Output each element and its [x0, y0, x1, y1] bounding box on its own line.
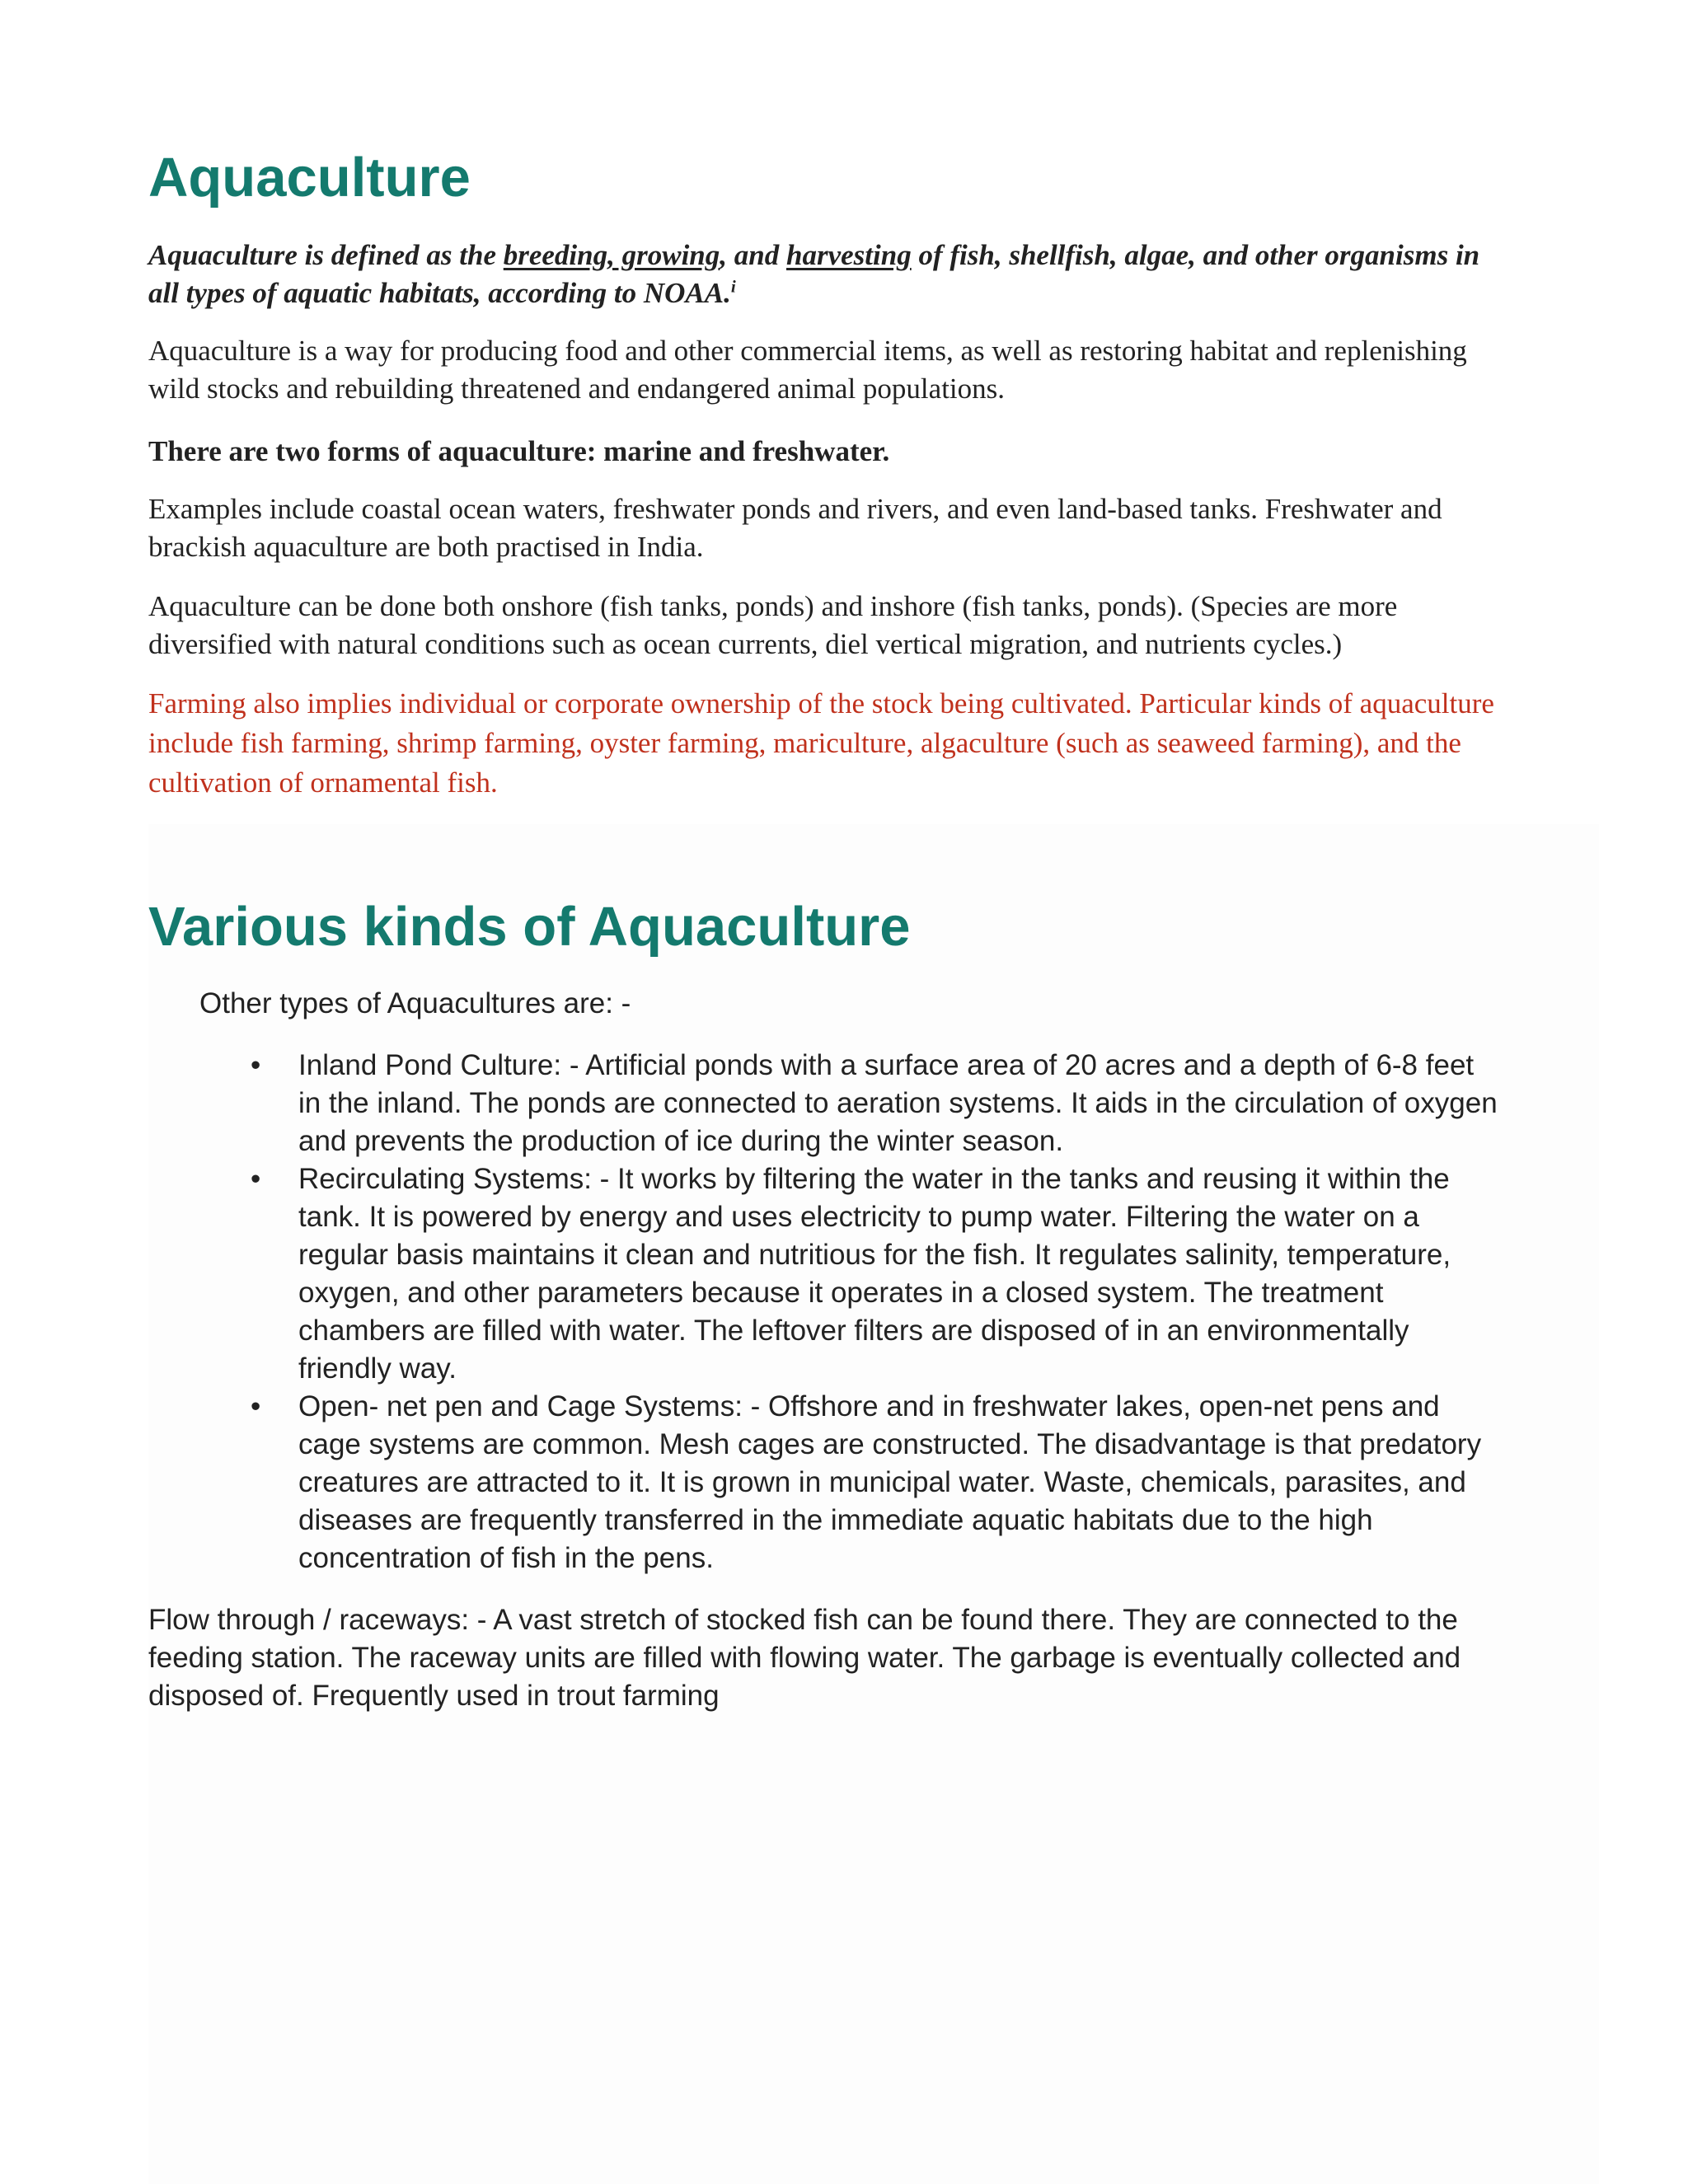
- paragraph-two-forms: There are two forms of aquaculture: marine and freshwater.: [148, 435, 890, 467]
- definition-text-2: , and: [720, 239, 786, 271]
- list-item: [148, 1388, 1502, 1577]
- definition-paragraph: [148, 237, 1500, 312]
- list-item: [148, 1160, 1502, 1388]
- paragraph-flow-through: Flow through / raceways: - A vast stretch of stocked fish can be found there. They are connected to the feeding station. The raceway units are filled with flowing water. The garbage is eventually collected and disposed of. Frequently used in trout farming: [148, 1604, 1461, 1712]
- bullet-icon: •: [251, 1049, 261, 1081]
- page-title: Aquaculture: [148, 147, 471, 209]
- footnote-marker[interactable]: i: [730, 276, 736, 297]
- highlighted-paragraph: Farming also implies individual or corporate ownership of the stock being cultivated. Particular kinds of aquaculture include fish farming, shrimp farming, oyster farming, mariculture, algaculture (such as seaweed farming), and the cultivation of ornamental fish.: [148, 687, 1494, 799]
- section-title: Various kinds of Aquaculture: [148, 896, 911, 958]
- list-item-text: Recirculating Systems: - It works by filtering the water in the tanks and reusing it within the tank. It is powered by energy and uses electricity to pump water. Filtering the water on a regular basis maintains it clean and nutritious for the fish. It regulates salinity, temperature, oxygen, and other parameters because it operates in a closed system. The treatment chambers are filled with water. The leftover filters are disposed of in an environmentally friendly way.: [298, 1163, 1451, 1385]
- paragraph-examples: Examples include coastal ocean waters, freshwater ponds and rivers, and even land-based tanks. Freshwater and brackish aquaculture are both practised in India.: [148, 493, 1442, 563]
- aquaculture-types-list: [148, 1047, 1500, 1577]
- list-item: [148, 1047, 1502, 1160]
- bullet-icon: •: [251, 1390, 261, 1422]
- definition-text-1: Aquaculture is defined as the: [148, 239, 504, 271]
- intro-line: Other types of Aquacultures are: -: [199, 987, 631, 1019]
- bullet-icon: •: [251, 1163, 261, 1195]
- definition-text-3: of fish, shellfish, algae, and other organisms in all types of aquatic habitats, according to NOAA.: [148, 239, 1480, 309]
- harvesting-link[interactable]: harvesting: [786, 239, 912, 271]
- list-item-text: Open- net pen and Cage Systems: - Offshore and in freshwater lakes, open-net pens and cage systems are common. Mesh cages are constructed. The disadvantage is that predatory creatures are attracted to it. It is grown in municipal water. Waste, chemicals, parasites, and diseases are frequently transferred in the immediate aquatic habitats due to the high concentration of fish in the pens.: [298, 1390, 1482, 1574]
- paragraph-onshore-inshore: Aquaculture can be done both onshore (fish tanks, ponds) and inshore (fish tanks, ponds). (Species are more diversified with natural conditions such as ocean currents, diel vertical migration, and nutrients cycles.): [148, 590, 1398, 660]
- list-item-text: Inland Pond Culture: - Artificial ponds with a surface area of 20 acres and a depth of 6-8 feet in the inland. The ponds are connected to aeration systems. It aids in the circulation of oxygen and prevents the production of ice during the winter season.: [298, 1049, 1498, 1157]
- paragraph-purpose: Aquaculture is a way for producing food and other commercial items, as well as restoring habitat and replenishing wild stocks and rebuilding threatened and endangered animal populations.: [148, 335, 1467, 405]
- breeding-growing-link[interactable]: breeding, growing: [503, 239, 720, 271]
